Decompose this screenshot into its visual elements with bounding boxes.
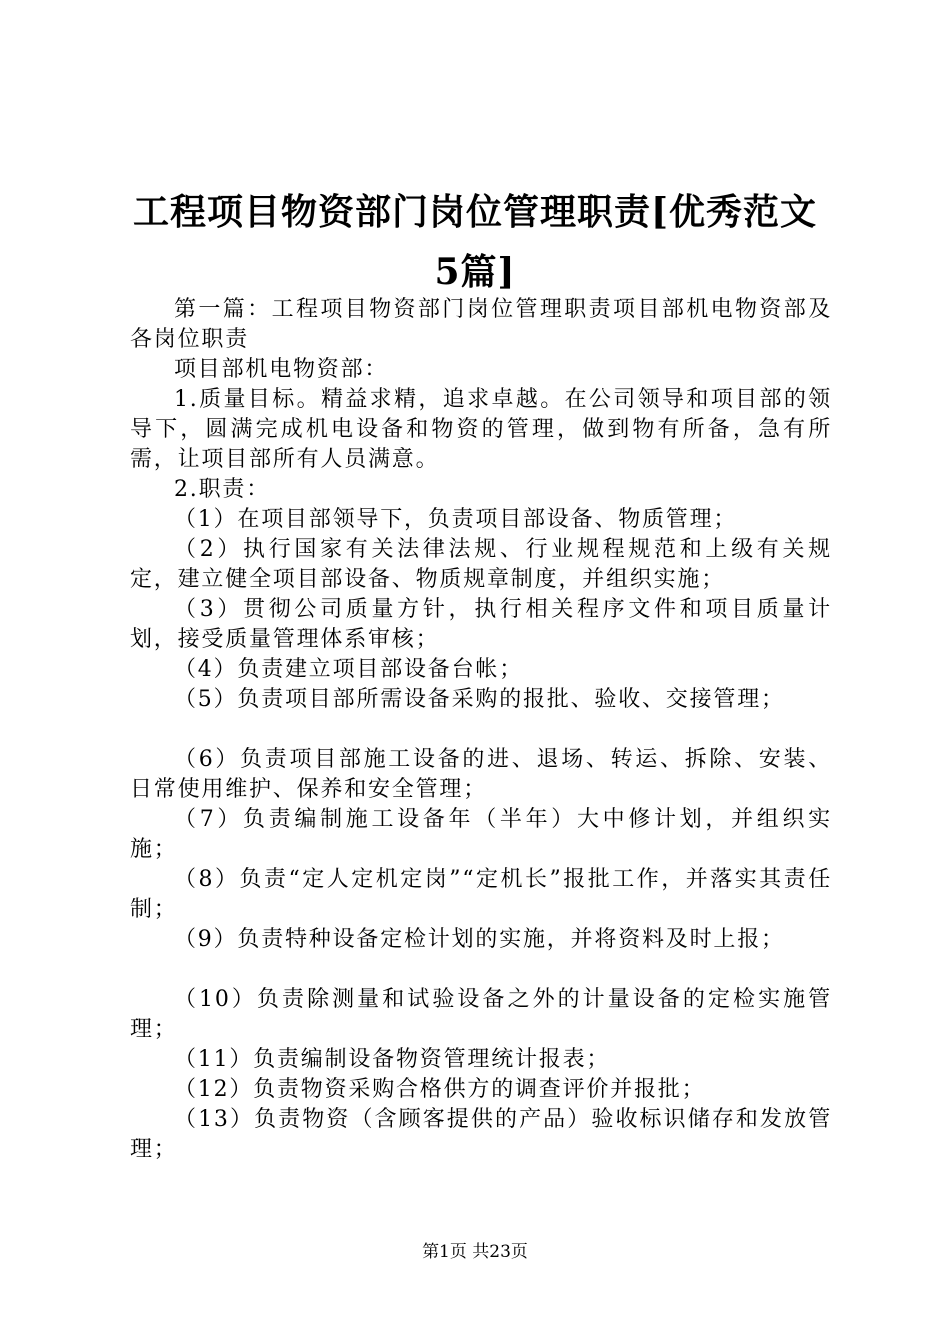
paragraph: 2.职责： bbox=[174, 477, 270, 502]
paragraph: 第一篇：工程项目物资部门岗位管理职责项目部机电物资部及各岗位职责 bbox=[130, 297, 832, 352]
paragraph: （8）负责“定人定机定岗”“定机长”报批工作，并落实其责任制； bbox=[130, 867, 832, 922]
paragraph: 项目部机电物资部： bbox=[174, 357, 389, 382]
paragraph: （2）执行国家有关法律法规、行业规程规范和上级有关规定，建立健全项目部设备、物质规章制度，并组织实施； bbox=[130, 537, 832, 592]
paragraph: （6）负责项目部施工设备的进、退场、转运、拆除、安装、日常使用维护、保养和安全管理； bbox=[130, 747, 832, 802]
paragraph: 1.质量目标。精益求精，追求卓越。在公司领导和项目部的领导下，圆满完成机电设备和物资的管理，做到物有所备，急有所需，让项目部所有人员满意。 bbox=[130, 387, 832, 472]
document-title: 工程项目物资部门岗位管理职责[优秀范文5篇] bbox=[132, 191, 818, 293]
paragraph: （7）负责编制施工设备年（半年）大中修计划，并组织实施； bbox=[130, 807, 832, 862]
paragraph: （1）在项目部领导下，负责项目部设备、物质管理； bbox=[174, 507, 738, 532]
paragraph: （13）负责物资（含顾客提供的产品）验收标识储存和发放管理； bbox=[130, 1107, 832, 1162]
paragraph: （4）负责建立项目部设备台帐； bbox=[174, 657, 523, 682]
page-number-label: 第1页 共23页 bbox=[422, 1242, 528, 1262]
paragraph: （9）负责特种设备定检计划的实施，并将资料及时上报； bbox=[174, 927, 785, 952]
paragraph: （3）贯彻公司质量方针，执行相关程序文件和项目质量计划，接受质量管理体系审核； bbox=[130, 597, 832, 652]
paragraph: （10）负责除测量和试验设备之外的计量设备的定检实施管理； bbox=[130, 987, 832, 1042]
document-body bbox=[130, 295, 832, 1165]
paragraph: （5）负责项目部所需设备采购的报批、验收、交接管理； bbox=[174, 687, 785, 712]
paragraph: （12）负责物资采购合格供方的调查评价并报批； bbox=[174, 1077, 706, 1102]
page-footer bbox=[0, 1240, 950, 1264]
paragraph: （11）负责编制设备物资管理统计报表； bbox=[174, 1047, 611, 1072]
